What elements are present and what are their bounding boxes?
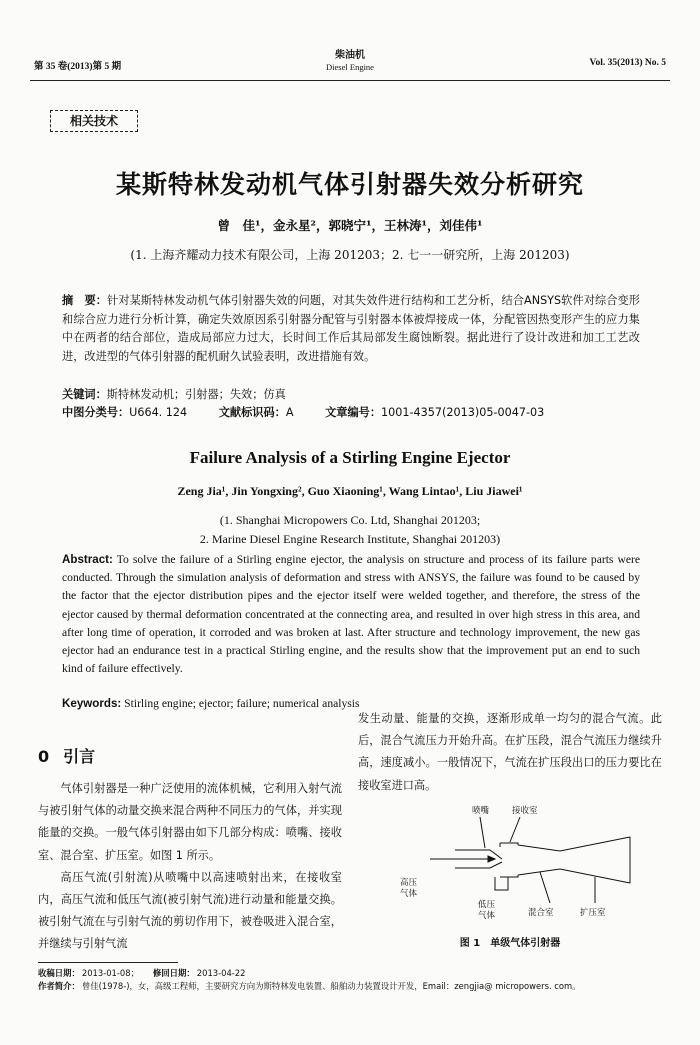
clc-label: 中图分类号：	[62, 406, 130, 419]
affiliations-cn: (1. 上海齐耀动力技术有限公司，上海 201203；2. 七一一研究所，上海 201203)	[130, 248, 570, 262]
abstract-cn-text: 针对某斯特林发动机气体引射器失效的问题，对其失效件进行结构和工艺分析，结合ANSYS软件对综合变形和综合应力进行分析计算，确定失效原因系引射器分配管与引射器本体被焊接成一体，分配管因热变形产生的应力集中在两者的结合部位，造成局部应力过大，长时间工作后其局部发生腐蚀断裂。据此进行了设计改进和加工工艺改进，改进型的气体引射器的配机耐久试验表明，改进措施有效。	[62, 294, 640, 363]
revised-date: 2013-04-22	[196, 968, 246, 978]
affiliation-en-1: (1. Shanghai Micropowers Co. Ltd, Shanghai 201203;	[219, 513, 481, 527]
chamber-lower-wall	[500, 875, 518, 877]
paragraph: 高压气流(引射流)从喷嘴中以高速喷射出来，在接收室内，高压气流和低压气流(被引射气流)进行动量和能量交换。被引射气流在与引射气流的剪切作用下，被卷吸进入混合室，并继续与引射气流	[38, 870, 342, 951]
leader-nozzle	[480, 817, 485, 848]
figure-caption-text: 单级气体引射器	[490, 938, 561, 949]
label-low-pressure: 低压	[478, 900, 496, 910]
nozzle-upper-wall	[455, 850, 502, 859]
doc-code-label: 文献标识码：	[218, 406, 286, 419]
abstract-en-text: To solve the failure of a Stirling engine ejector, the analysis on structure and process of its failure parts were conducted. Through the simulation analysis of deformation and stress with ANSYS, the failure was found to be caused by the factor that the ejector distribution pipes and the ejector itself were welded together, and therefore, the stress of the ejector caused by thermal deformation concentrated at the connecting area, and resulted in over high stress in this area, and after long time of operation, it corroded and was broken at last. After structure and technology improvement, the new gas ejector had an endurance test in a practical Stirling engine, and the results show that the improvement put an end to such kind of failure effectively.	[62, 553, 640, 676]
label-receiving-chamber: 接收室	[512, 806, 538, 816]
article-no-label: 文章编号：	[325, 406, 382, 419]
clc-value: U664. 124	[129, 406, 188, 419]
label-mixing-chamber: 混合室	[528, 908, 554, 918]
received-label: 收稿日期：	[38, 968, 80, 978]
figure-caption	[358, 934, 662, 949]
authors-cn: 曾 佳¹，金永星²，郭晓宁¹，王林涛¹，刘佳伟¹	[217, 218, 483, 233]
abstract-en	[62, 551, 640, 678]
keywords-cn	[62, 386, 286, 402]
keywords-cn-label: 关键词：	[62, 388, 107, 401]
low-pressure-inlet	[495, 877, 508, 890]
footnotes	[38, 967, 668, 993]
paper-title-en: Failure Analysis of a Stirling Engine Ejector	[189, 448, 511, 467]
classification-line	[62, 404, 572, 420]
authors-en: Zeng Jia¹, Jin Yongxing², Guo Xiaoning¹, Wang Lintao¹, Liu Jiawei¹	[177, 484, 523, 498]
label-high-pressure: 高压	[400, 878, 418, 888]
body-column-left	[38, 778, 342, 956]
revised-label: 修回日期：	[152, 968, 195, 978]
body-column-right	[358, 708, 662, 797]
abstract-cn	[62, 292, 640, 366]
section-number: 0	[38, 747, 50, 766]
label-high-pressure-gas: 气体	[400, 889, 418, 899]
paragraph: 发生动量、能量的交换，逐渐形成单一均匀的混合气流。此后，混合气流压力开始升高。在扩压段，混合气流压力继续升高，速度减小。一般情况下，气流在扩压段出口的压力要比在接收室进口高。	[358, 712, 662, 792]
section-title: 引言	[63, 747, 96, 766]
mixing-diffuser-lower	[518, 869, 630, 883]
leader-mixing	[540, 872, 550, 903]
keywords-en	[62, 697, 360, 710]
footnote-rule	[38, 962, 178, 963]
label-diffuser: 扩压室	[580, 908, 606, 918]
header-rule	[30, 80, 670, 81]
journal-name-cn: 柴油机	[335, 50, 365, 61]
header-volume-en: Vol. 35(2013) No. 5	[589, 58, 666, 68]
abstract-cn-label: 摘 要：	[62, 294, 108, 307]
figure-number: 图 1	[459, 938, 481, 949]
author-bio: 曾佳(1978-)，女，高级工程师，主要研究方向为斯特林发电装置、船舶动力装置设计开发，Email：zengjia@ micropowers. com。	[81, 981, 581, 991]
footnote-author	[38, 980, 668, 993]
chamber-upper-wall	[500, 843, 518, 845]
footnote-dates	[38, 967, 668, 980]
abstract-en-label: Abstract:	[62, 553, 113, 566]
keywords-en-label: Keywords:	[62, 697, 122, 710]
section-0-heading	[38, 744, 95, 767]
article-no-value: 1001-4357(2013)05-0047-03	[381, 406, 545, 419]
label-low-pressure-gas: 气体	[478, 911, 496, 921]
journal-name-en: Diesel Engine	[326, 62, 374, 72]
leader-chamber	[510, 817, 520, 842]
high-pressure-arrow-head	[488, 856, 495, 862]
mixing-diffuser-upper	[518, 837, 630, 851]
received-date: 2013-01-08；	[81, 968, 139, 978]
label-nozzle: 喷嘴	[472, 806, 490, 816]
header-volume: 第 35 卷(2013)第 5 期	[34, 62, 122, 72]
doc-code-value: A	[285, 406, 294, 419]
nozzle-lower-wall	[455, 862, 502, 868]
paper-title-cn: 某斯特林发动机气体引射器失效分析研究	[115, 170, 584, 199]
affiliation-en-2: 2. Marine Diesel Engine Research Institute, Shanghai 201203)	[199, 532, 501, 546]
keywords-cn-text: 斯特林发动机；引射器；失效；仿真	[106, 388, 286, 401]
affiliations-en	[0, 511, 700, 549]
author-bio-label: 作者简介：	[38, 981, 80, 991]
figure-ejector-diagram	[400, 795, 640, 935]
paragraph: 气体引射器是一种广泛使用的流体机械，它利用入射气流与被引射气体的动量交换来混合两种不同压力的气体，并实现能量的交换。一般气体引射器由如下几部分构成：喷嘴、接收室、混合室、扩压室。如图 1 所示。	[38, 782, 342, 862]
section-tag: 相关技术	[50, 110, 138, 132]
keywords-en-text: Stirling engine; ejector; failure; numerical analysis	[121, 697, 360, 710]
